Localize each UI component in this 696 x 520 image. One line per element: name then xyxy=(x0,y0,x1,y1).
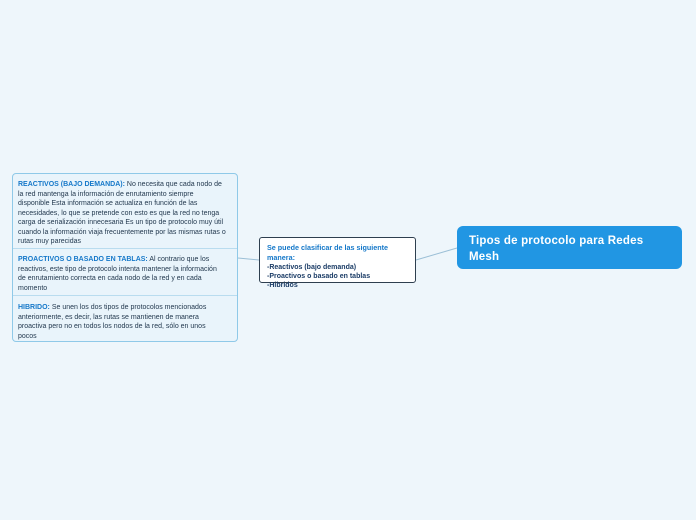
branch-hibrido-title: HIBRIDO: xyxy=(18,304,50,311)
root-node[interactable] xyxy=(457,226,682,269)
center-node-header: Se puede clasificar de las siguiente manera: xyxy=(267,243,389,262)
branch-hibrido[interactable] xyxy=(18,303,224,341)
branch-proactivos-body: Al contrario que los reactivos, este tipo de protocolo intenta mantener la información de enrutamiento correcta en cada nodo de la red y en cada momento xyxy=(18,256,217,292)
branch-reactivos-body: No necesita que cada nodo de la red mantenga la información de enrutamiento siempre disponible Esta información se actualiza en función de las necesidades, lo que se pretende con esto es que la red no tenga carga de serialización innecesaria Es un tipo de protocolo muy útil cuando la información viaja frecuentemente por las mismas rutas o rutas muy parecidas xyxy=(18,181,226,246)
branch-proactivos[interactable] xyxy=(18,255,224,293)
branch-proactivos-title: PROACTIVOS O BASADO EN TABLAS: xyxy=(18,256,148,263)
center-node-item-2: -Proactivos o basado en tablas xyxy=(267,273,371,281)
center-node-item-3: -Hibridos xyxy=(267,282,298,290)
divider-1 xyxy=(13,248,237,249)
branch-hibrido-body: Se unen los dos tipos de protocolos mencionados anteriormente, es decir, las rutas se mantienen de manera proactiva pero no en todos los nodos de la red, sólo en unos pocos xyxy=(18,304,207,340)
center-node[interactable] xyxy=(259,237,416,290)
root-node-label: Tipos de protocolo para Redes Mesh xyxy=(469,235,644,263)
branch-reactivos-title: REACTIVOS (BAJO DEMANDA): xyxy=(18,181,125,188)
divider-2 xyxy=(13,295,237,296)
center-node-item-1: -Reactivos (bajo demanda) xyxy=(267,264,357,271)
branch-reactivos[interactable] xyxy=(18,180,226,247)
